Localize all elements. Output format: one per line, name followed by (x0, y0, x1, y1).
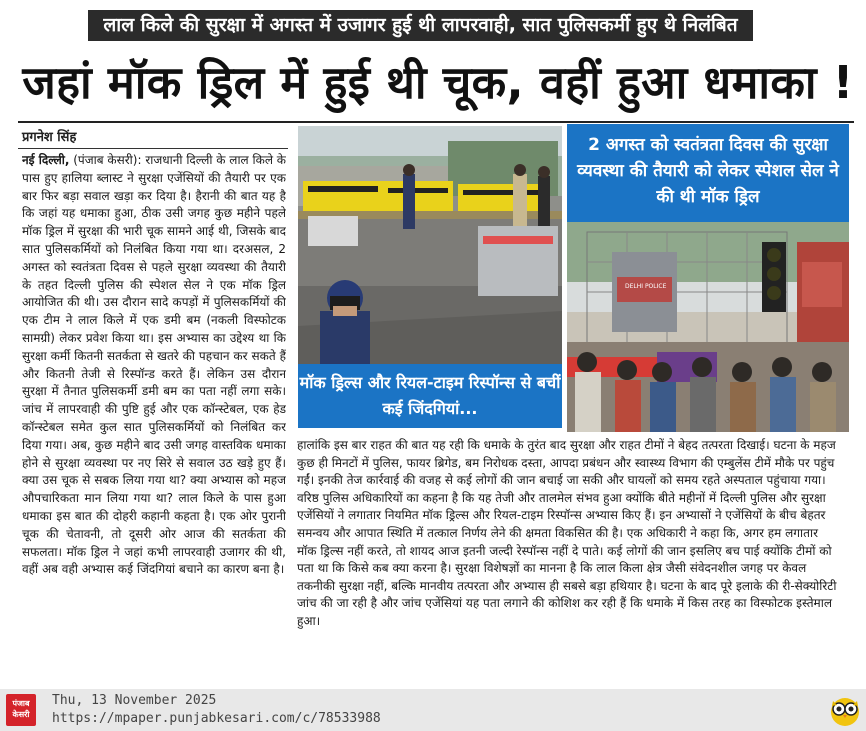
crowd-photo-illustration (567, 222, 849, 432)
photo-barricade-scene (298, 126, 562, 364)
body-right-text: हालांकि इस बार राहत की बात यह रही कि धमाके के तुरंत बाद सुरक्षा और राहत टीमों ने बेहद तत्परता दिखाई। घटना के महज कुछ ही मिनटों में पुलिस, फायर ब्रिगेड, बम निरोधक दस्ता, आपदा प्रबंधन और स्वास्थ्य विभाग की एम्बुलेंस टीमें मौके पर पहुंच गईं। इनकी तेज कार्रवाई की वजह से कई लोगों की जान बचाई जा सकी और घायलों को समय रहते अस्पताल पहुंचाया गया। वरिष्ठ पुलिस अधिकारियों का कहना है कि यह तेजी और तालमेल संभव हुआ क्योंकि बीते महीनों में दिल्ली पुलिस और सुरक्षा एजेंसियों ने लगातार नियमित मॉक ड्रिल्स और रियल-टाइम रिस्पॉन्स अभ्यास किए हैं। इन अभ्यासों ने एजेंसियों के बीच बेहतर समन्वय और आपात स्थिति में तत्काल निर्णय लेने की क्षमता विकसित की है। एक अधिकारी ने कहा कि, अगर हम लगातार मॉक ड्रिल्स नहीं करते, तो शायद आज इतनी जल्दी रेस्पॉन्स नहीं दे पाते। कई लोगों की जान इसलिए बच पाई क्योंकि टीमों को पता था कि किसे कब क्या करना है। सुरक्षा विशेषज्ञों का मानना है कि लाल किला क्षेत्र जैसी संवेदनशील जगह पर केवल तकनीकी सुरक्षा नहीं, बल्कि मानवीय तत्परता और अभ्यास ही सबसे बड़ा हथियार है। घटना के बाद पूरे इलाके की री-सेक्योरिटी जांच की जा रही है और जांच एजेंसियां यह पता लगाने की कोशिश कर रही हैं कि धमाके में किस तरह का विस्फोटक इस्तेमाल हुआ। (297, 438, 837, 628)
owl-icon[interactable] (828, 693, 862, 727)
byline-rule (18, 148, 288, 149)
photo-crowd-scene (567, 222, 849, 432)
article-body-left (22, 152, 286, 682)
page-title: जहां मॉक ड्रिल में हुई थी चूक, वहीं हुआ धमाका ! (22, 56, 854, 109)
dateline: नई दिल्ली, (22, 153, 70, 167)
photo-caption: मॉक ड्रिल्स और रियल-टाइम रिस्पॉन्स से बचीं कई जिंदगियां... (298, 364, 562, 428)
booth-sign: DELHI POLICE (625, 283, 667, 290)
headline-rule (18, 121, 854, 123)
body-left-text: (पंजाब केसरी): राजधानी दिल्ली के लाल किले के पास हुए हालिया ब्लास्ट ने सुरक्षा एजेंसियों की तैयारी पर एक बार फिर बड़ा सवाल खड़ा कर दिया है। हैरानी की बात यह है कि जहां यह धमाका हुआ, ठीक उसी जगह कुछ महीने पहले मॉक ड्रिल में सुरक्षा की भारी चूक सामने आई थी, जिसके बाद सात पुलिसकर्मियों को निलंबित किया गया था। दरअसल, 2 अगस्त को स्वतंत्रता दिवस से पहले सुरक्षा व्यवस्था की तैयारी के तहत दिल्ली पुलिस की स्पेशल सेल ने एक मॉक ड्रिल आयोजित की थी। उस दौरान सादे कपड़ों में पुलिसकर्मियों की एक टीम ने लाल किले में एक डमी बम (नकली विस्फोटक सामग्री) लेकर प्रवेश किया था। इस अभ्यास का उद्देश्य था कि सुरक्षा कर्मी कितनी सतर्कता से खतरे की पहचान कर सकते हैं और कितनी तेजी से रिस्पॉन्ड करते हैं। लेकिन उस दौरान सुरक्षा में तैनात पुलिसकर्मी डमी बम का पता नहीं लगा सके। जांच में लापरवाही की पुष्टि हुई और एक कॉन्स्टेबल, एक हेड कॉन्स्टेबल समेत कुल सात पुलिसकर्मियों को निलंबित कर दिया गया। अब, कुछ महीने बाद उसी जगह वास्तविक धमाका होने से सुरक्षा व्यवस्था पर नए सिरे से सवाल उठ खड़े हुए हैं। क्या उस चूक से सबक लिया गया था? क्या अभ्यास को महज औपचारिकता मान लिया गया था? लाल किले के पास हुआ धमाका इस बात की दोहरी कहानी कहता है। एक ओर पुरानी चूक की चेतावनी, तो दूसरी ओर आज की सतर्कता की सफलता। मॉक ड्रिल ने जहां कभी लापरवाही उजागर की थी, वहीं अब वही अभ्यास कई जिंदगियां बचाने का कारण बना है। (22, 153, 286, 577)
highlight-box: 2 अगस्त को स्वतंत्रता दिवस की सुरक्षा व्यवस्था की तैयारी को लेकर स्पेशल सेल ने की थी मॉक ड्रिल (567, 124, 849, 222)
punjab-kesari-logo[interactable]: पंजाब केसरी (6, 694, 36, 726)
article-body-right (297, 437, 837, 687)
footer-date: Thu, 13 November 2025 (52, 693, 217, 708)
footer-url[interactable]: https://mpaper.punjabkesari.com/c/78533988 (52, 711, 381, 726)
kicker-strap: लाल किले की सुरक्षा में अगस्त में उजागर हुई थी लापरवाही, सात पुलिसकर्मी हुए थे निलंबित (88, 10, 753, 41)
barricade-photo-illustration (298, 126, 562, 364)
byline: प्रगनेश सिंह (22, 130, 77, 145)
